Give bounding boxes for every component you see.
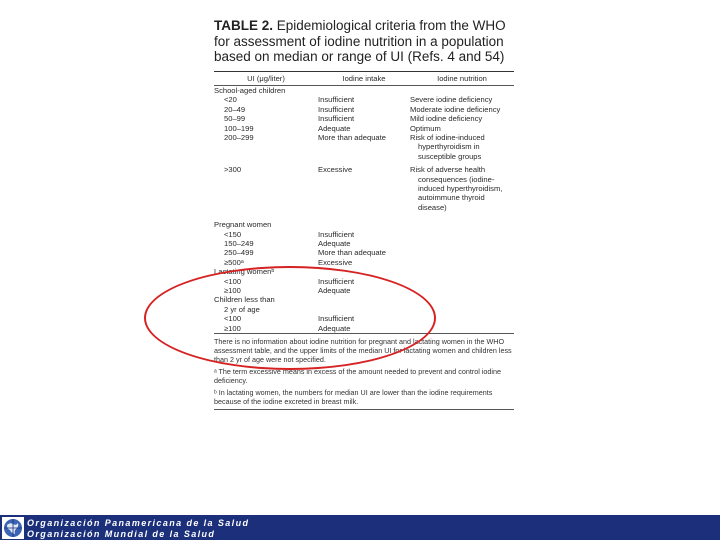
table-row (214, 165, 514, 212)
ui-cell: 250–499 (224, 248, 254, 258)
section-row (214, 220, 514, 229)
section-label-cont: 2 yr of age (224, 304, 260, 314)
table-row (214, 286, 514, 295)
table-bottom-rule (214, 333, 514, 334)
section-row (214, 295, 514, 304)
nutrition-cell (410, 314, 514, 323)
section-row (214, 85, 514, 95)
intake-cell: Insufficient (318, 229, 355, 239)
ui-cell: 200–299 (224, 132, 254, 142)
ui-cell: <100 (224, 314, 242, 324)
table-row (214, 230, 514, 239)
org-name-line2: Organización Mundial de la Salud (27, 529, 216, 539)
section-label: Children less than (214, 295, 275, 305)
ui-cell: >300 (224, 165, 242, 175)
section-label: Pregnant women (214, 220, 272, 230)
intake-cell: Adequate (318, 323, 351, 333)
nutrition-cell (410, 324, 514, 333)
intake-cell: Adequate (318, 123, 351, 133)
table-row (214, 277, 514, 286)
table-row (214, 95, 514, 104)
intake-cell: More than adequate (318, 132, 386, 142)
ui-cell: 20–49 (224, 104, 246, 114)
ui-cell: ≥100 (224, 323, 241, 333)
paho-globe-logo-icon (2, 517, 24, 539)
table-row (214, 324, 514, 333)
nutrition-cell (410, 248, 514, 257)
section-label: Lactating womenᵇ (214, 267, 275, 277)
header-row (214, 72, 514, 86)
nutrition-cell: Risk of iodine-induced hyperthyroidism in susceptible groups (410, 132, 485, 161)
table-row (214, 248, 514, 257)
intake-cell: Excessive (318, 165, 353, 175)
footnote: ᵇ In lactating women, the numbers for median UI are lower than the iodine requirements because of the iodine excreted in breast milk. (214, 388, 493, 407)
intake-cell: Adequate (318, 286, 351, 296)
ui-cell: ≥100 (224, 286, 241, 296)
nutrition-cell: Mild iodine deficiency (410, 114, 483, 124)
col-header-nutrition: Iodine nutrition (410, 72, 514, 86)
ui-cell: 50–99 (224, 114, 246, 124)
org-name-line1: Organización Panamericana de la Salud (27, 518, 250, 528)
ui-cell: 100–199 (224, 123, 254, 133)
criteria-table (214, 72, 514, 334)
section-row (214, 305, 514, 314)
intake-cell: Insufficient (318, 114, 355, 124)
ui-cell: <20 (224, 95, 237, 105)
ui-cell: <150 (224, 229, 242, 239)
table-row (214, 133, 514, 161)
table-row (214, 258, 514, 267)
col-header-ui: UI (μg/liter) (214, 72, 318, 86)
ui-cell: 150–249 (224, 239, 254, 248)
nutrition-cell: Risk of adverse health consequences (iodine-induced hyperthyroidism, autoimmune thyroid disease) (410, 165, 503, 212)
section-label: School-aged children (214, 85, 286, 95)
nutrition-cell (410, 258, 514, 267)
footnote-rule (214, 409, 514, 410)
document-table (214, 18, 514, 410)
intake-cell: Insufficient (318, 276, 355, 286)
intake-cell: Insufficient (318, 314, 355, 324)
nutrition-cell: Optimum (410, 123, 441, 133)
nutrition-cell (410, 230, 514, 239)
intake-cell: Insufficient (318, 95, 355, 105)
nutrition-cell: Moderate iodine deficiency (410, 104, 501, 114)
ui-cell: <100 (224, 276, 242, 286)
intake-cell: Excessive (318, 257, 353, 267)
footnote: There is no information about iodine nutrition for pregnant and lactating women in the WHO assessment table, and the upper limits of the median UI for lactating women and children less than 2 yr of age were not specified. (214, 337, 512, 365)
nutrition-cell (410, 239, 514, 248)
col-header-intake: Iodine intake (318, 72, 410, 86)
footnote: ᵃ The term excessive means in excess of the amount needed to prevent and control iodine deficiency. (214, 367, 502, 386)
table-title (214, 18, 514, 65)
table-row (214, 114, 514, 123)
table-number: TABLE 2. (214, 18, 274, 33)
ui-cell: ≥500ᵃ (224, 257, 244, 267)
table-row (214, 105, 514, 114)
table-row (214, 239, 514, 248)
section-row (214, 267, 514, 276)
table-footnotes (214, 337, 514, 406)
intake-cell: Insufficient (318, 104, 355, 114)
table-row (214, 314, 514, 323)
intake-cell: Adequate (318, 239, 351, 248)
nutrition-cell: Severe iodine deficiency (410, 95, 493, 105)
table-caption: Epidemiological criteria from the WHO for assessment of iodine nutrition in a population based on median or range of UI (Refs. 4 and 54) (214, 18, 506, 64)
nutrition-cell (410, 286, 514, 295)
intake-cell: More than adequate (318, 248, 386, 258)
table-row (214, 124, 514, 133)
nutrition-cell (410, 277, 514, 286)
